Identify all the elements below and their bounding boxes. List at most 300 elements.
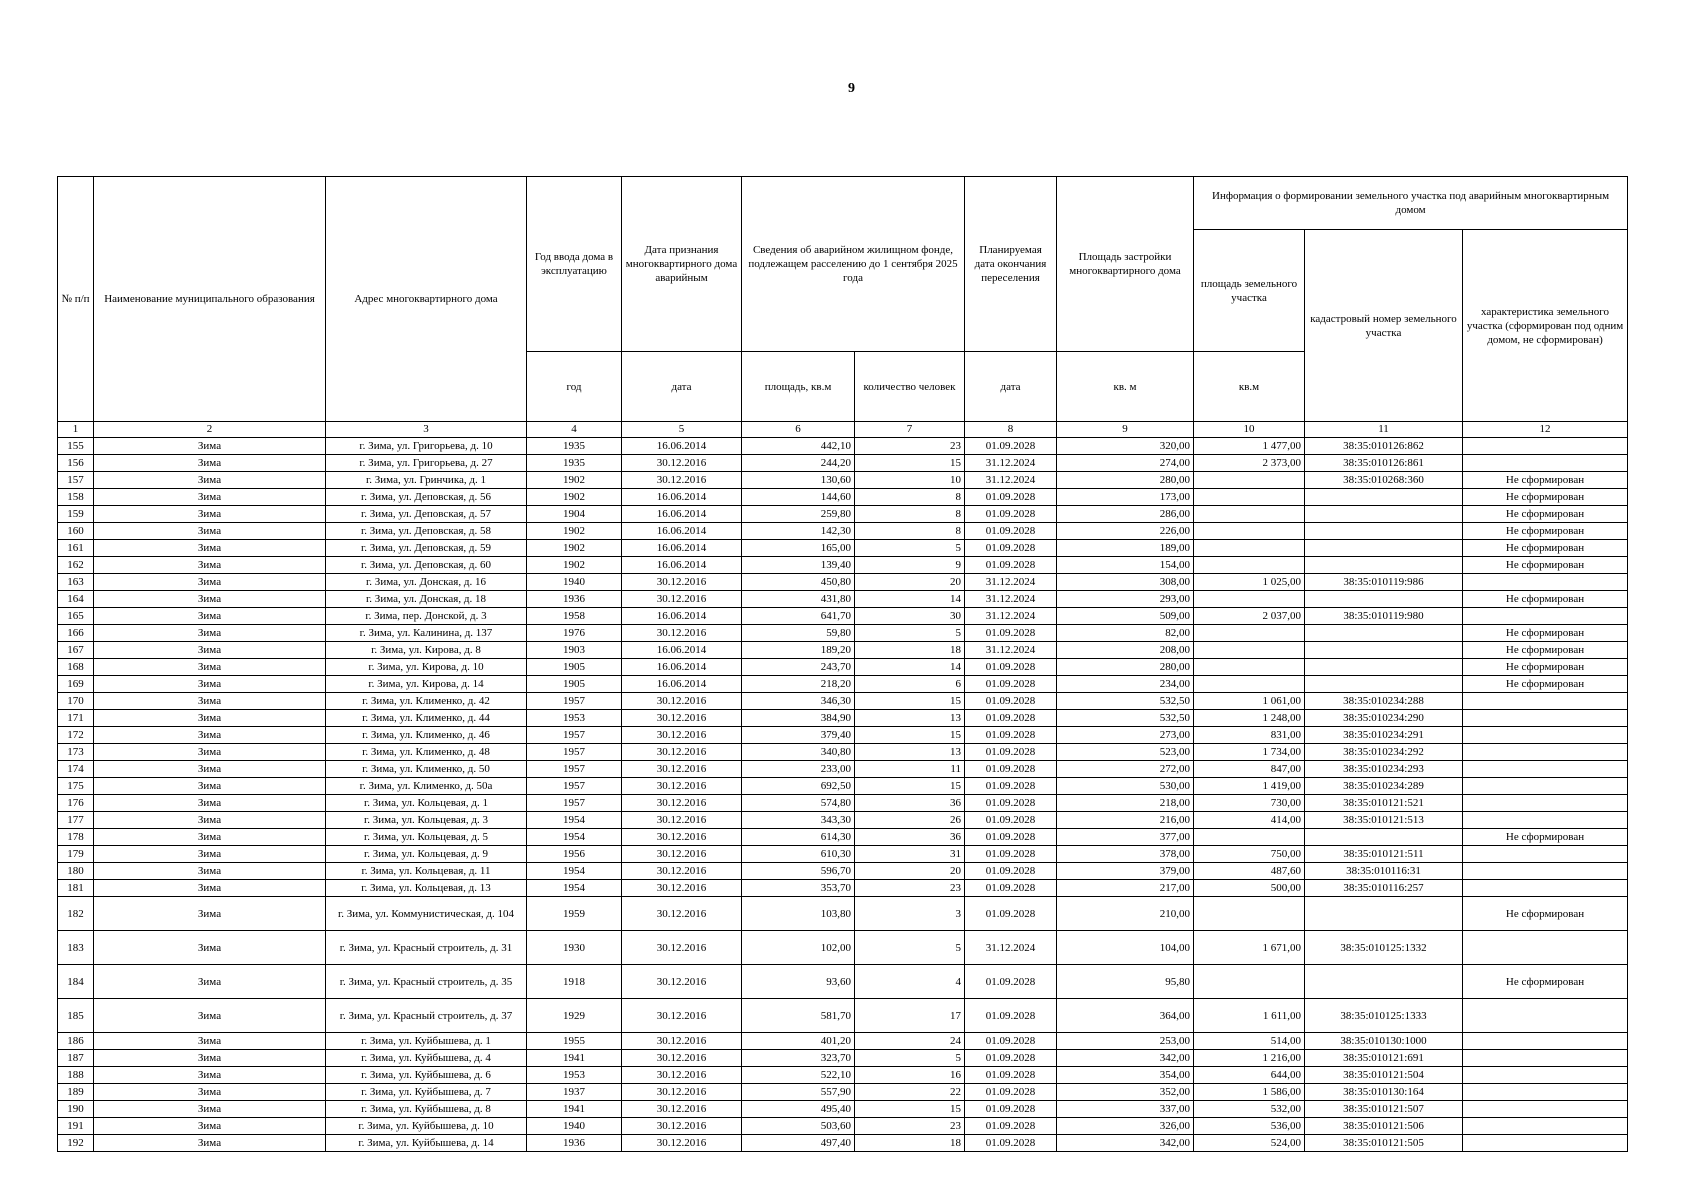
recognition-date-cell: 30.12.2016 xyxy=(622,574,742,591)
people-count-cell: 20 xyxy=(855,574,965,591)
municipality-cell: Зима xyxy=(94,574,326,591)
municipality-cell: Зима xyxy=(94,880,326,897)
municipality-cell: Зима xyxy=(94,676,326,693)
cadastral-number-cell: 38:35:010234:293 xyxy=(1305,761,1463,778)
building-area-cell: 253,00 xyxy=(1057,1033,1194,1050)
year-cell: 1953 xyxy=(527,710,622,727)
row-number: 179 xyxy=(58,846,94,863)
table-row xyxy=(58,965,1628,999)
land-status-cell xyxy=(1463,727,1628,744)
year-cell: 1905 xyxy=(527,659,622,676)
land-status-cell xyxy=(1463,710,1628,727)
table-row xyxy=(58,897,1628,931)
address-cell: г. Зима, ул. Григорьева, д. 27 xyxy=(326,455,527,472)
address-cell: г. Зима, ул. Куйбышева, д. 14 xyxy=(326,1135,527,1152)
municipality-cell: Зима xyxy=(94,472,326,489)
table-row xyxy=(58,761,1628,778)
recognition-date-cell: 30.12.2016 xyxy=(622,965,742,999)
land-status-cell xyxy=(1463,744,1628,761)
land-status-cell xyxy=(1463,1084,1628,1101)
address-cell: г. Зима, ул. Деповская, д. 59 xyxy=(326,540,527,557)
area-cell: 503,60 xyxy=(742,1118,855,1135)
recognition-date-cell: 30.12.2016 xyxy=(622,625,742,642)
planned-date-cell: 01.09.2028 xyxy=(965,625,1057,642)
recognition-date-cell: 30.12.2016 xyxy=(622,727,742,744)
row-number: 191 xyxy=(58,1118,94,1135)
municipality-cell: Зима xyxy=(94,693,326,710)
building-area-cell: 104,00 xyxy=(1057,931,1194,965)
building-area-cell: 378,00 xyxy=(1057,846,1194,863)
recognition-date-cell: 30.12.2016 xyxy=(622,999,742,1033)
building-area-cell: 82,00 xyxy=(1057,625,1194,642)
address-cell: г. Зима, ул. Клименко, д. 44 xyxy=(326,710,527,727)
area-cell: 401,20 xyxy=(742,1033,855,1050)
subheader-sqm: кв. м xyxy=(1057,352,1194,422)
table-row xyxy=(58,812,1628,829)
land-area-cell: 1 216,00 xyxy=(1194,1050,1305,1067)
people-count-cell: 13 xyxy=(855,744,965,761)
year-cell: 1936 xyxy=(527,1135,622,1152)
row-number: 176 xyxy=(58,795,94,812)
row-number: 171 xyxy=(58,710,94,727)
land-area-cell xyxy=(1194,591,1305,608)
land-area-cell: 414,00 xyxy=(1194,812,1305,829)
table-row xyxy=(58,863,1628,880)
recognition-date-cell: 30.12.2016 xyxy=(622,1050,742,1067)
land-area-cell: 750,00 xyxy=(1194,846,1305,863)
people-count-cell: 13 xyxy=(855,710,965,727)
municipality-cell: Зима xyxy=(94,931,326,965)
area-cell: 93,60 xyxy=(742,965,855,999)
building-area-cell: 377,00 xyxy=(1057,829,1194,846)
people-count-cell: 15 xyxy=(855,455,965,472)
table-row xyxy=(58,642,1628,659)
recognition-date-cell: 30.12.2016 xyxy=(622,897,742,931)
recognition-date-cell: 30.12.2016 xyxy=(622,761,742,778)
table-row xyxy=(58,574,1628,591)
address-cell: г. Зима, ул. Григорьева, д. 10 xyxy=(326,438,527,455)
table-row xyxy=(58,1101,1628,1118)
land-area-cell xyxy=(1194,625,1305,642)
area-cell: 522,10 xyxy=(742,1067,855,1084)
land-area-cell xyxy=(1194,540,1305,557)
recognition-date-cell: 16.06.2014 xyxy=(622,659,742,676)
land-status-cell xyxy=(1463,1067,1628,1084)
area-cell: 692,50 xyxy=(742,778,855,795)
people-count-cell: 23 xyxy=(855,438,965,455)
people-count-cell: 5 xyxy=(855,540,965,557)
year-cell: 1957 xyxy=(527,761,622,778)
municipality-cell: Зима xyxy=(94,438,326,455)
table-row xyxy=(58,999,1628,1033)
planned-date-cell: 01.09.2028 xyxy=(965,1101,1057,1118)
cadastral-number-cell: 38:35:010234:292 xyxy=(1305,744,1463,761)
land-area-cell: 1 061,00 xyxy=(1194,693,1305,710)
land-status-cell xyxy=(1463,880,1628,897)
recognition-date-cell: 30.12.2016 xyxy=(622,863,742,880)
land-status-cell xyxy=(1463,778,1628,795)
header-address: Адрес многоквартирного дома xyxy=(326,177,527,422)
building-area-cell: 364,00 xyxy=(1057,999,1194,1033)
table-row xyxy=(58,727,1628,744)
year-cell: 1936 xyxy=(527,591,622,608)
people-count-cell: 17 xyxy=(855,999,965,1033)
building-area-cell: 530,00 xyxy=(1057,778,1194,795)
table-row xyxy=(58,795,1628,812)
cadastral-number-cell xyxy=(1305,642,1463,659)
area-cell: 144,60 xyxy=(742,489,855,506)
planned-date-cell: 31.12.2024 xyxy=(965,591,1057,608)
municipality-cell: Зима xyxy=(94,1067,326,1084)
planned-date-cell: 01.09.2028 xyxy=(965,438,1057,455)
address-cell: г. Зима, ул. Куйбышева, д. 1 xyxy=(326,1033,527,1050)
planned-date-cell: 31.12.2024 xyxy=(965,642,1057,659)
people-count-cell: 16 xyxy=(855,1067,965,1084)
cadastral-number-cell: 38:35:010121:691 xyxy=(1305,1050,1463,1067)
table-row xyxy=(58,1118,1628,1135)
row-number: 188 xyxy=(58,1067,94,1084)
planned-date-cell: 01.09.2028 xyxy=(965,489,1057,506)
area-cell: 59,80 xyxy=(742,625,855,642)
area-cell: 610,30 xyxy=(742,846,855,863)
row-number: 189 xyxy=(58,1084,94,1101)
municipality-cell: Зима xyxy=(94,727,326,744)
people-count-cell: 14 xyxy=(855,591,965,608)
header-land-plot-group: Информация о формировании земельного участка под аварийным многоквартирным домом xyxy=(1194,177,1628,230)
year-cell: 1935 xyxy=(527,455,622,472)
people-count-cell: 36 xyxy=(855,795,965,812)
recognition-date-cell: 30.12.2016 xyxy=(622,931,742,965)
recognition-date-cell: 30.12.2016 xyxy=(622,880,742,897)
row-number: 162 xyxy=(58,557,94,574)
year-cell: 1957 xyxy=(527,744,622,761)
land-status-cell: Не сформирован xyxy=(1463,540,1628,557)
area-cell: 596,70 xyxy=(742,863,855,880)
people-count-cell: 8 xyxy=(855,523,965,540)
year-cell: 1957 xyxy=(527,778,622,795)
year-cell: 1959 xyxy=(527,897,622,931)
address-cell: г. Зима, ул. Деповская, д. 60 xyxy=(326,557,527,574)
year-cell: 1902 xyxy=(527,557,622,574)
land-area-cell: 514,00 xyxy=(1194,1033,1305,1050)
row-number: 181 xyxy=(58,880,94,897)
building-area-cell: 532,50 xyxy=(1057,693,1194,710)
municipality-cell: Зима xyxy=(94,965,326,999)
cadastral-number-cell: 38:35:010130:1000 xyxy=(1305,1033,1463,1050)
header-land-area: площадь земельного участка xyxy=(1194,230,1305,352)
recognition-date-cell: 30.12.2016 xyxy=(622,591,742,608)
address-cell: г. Зима, ул. Куйбышева, д. 6 xyxy=(326,1067,527,1084)
recognition-date-cell: 16.06.2014 xyxy=(622,489,742,506)
recognition-date-cell: 30.12.2016 xyxy=(622,778,742,795)
municipality-cell: Зима xyxy=(94,1084,326,1101)
municipality-cell: Зима xyxy=(94,1050,326,1067)
land-status-cell xyxy=(1463,812,1628,829)
land-area-cell xyxy=(1194,659,1305,676)
recognition-date-cell: 30.12.2016 xyxy=(622,472,742,489)
address-cell: г. Зима, ул. Коммунистическая, д. 104 xyxy=(326,897,527,931)
address-cell: г. Зима, ул. Донская, д. 18 xyxy=(326,591,527,608)
address-cell: г. Зима, ул. Куйбышева, д. 7 xyxy=(326,1084,527,1101)
cadastral-number-cell: 38:35:010125:1332 xyxy=(1305,931,1463,965)
land-area-cell: 2 037,00 xyxy=(1194,608,1305,625)
land-status-cell xyxy=(1463,846,1628,863)
column-number: 3 xyxy=(326,422,527,438)
municipality-cell: Зима xyxy=(94,506,326,523)
recognition-date-cell: 16.06.2014 xyxy=(622,540,742,557)
column-number-row xyxy=(58,422,1628,438)
area-cell: 581,70 xyxy=(742,999,855,1033)
row-number: 158 xyxy=(58,489,94,506)
cadastral-number-cell: 38:35:010119:980 xyxy=(1305,608,1463,625)
cadastral-number-cell xyxy=(1305,489,1463,506)
year-cell: 1958 xyxy=(527,608,622,625)
people-count-cell: 11 xyxy=(855,761,965,778)
planned-date-cell: 01.09.2028 xyxy=(965,965,1057,999)
area-cell: 557,90 xyxy=(742,1084,855,1101)
year-cell: 1976 xyxy=(527,625,622,642)
recognition-date-cell: 30.12.2016 xyxy=(622,812,742,829)
subheader-people: количество человек xyxy=(855,352,965,422)
area-cell: 614,30 xyxy=(742,829,855,846)
land-status-cell: Не сформирован xyxy=(1463,642,1628,659)
year-cell: 1929 xyxy=(527,999,622,1033)
land-status-cell xyxy=(1463,574,1628,591)
table-row xyxy=(58,455,1628,472)
year-cell: 1903 xyxy=(527,642,622,659)
address-cell: г. Зима, ул. Красный строитель, д. 37 xyxy=(326,999,527,1033)
people-count-cell: 24 xyxy=(855,1033,965,1050)
building-area-cell: 154,00 xyxy=(1057,557,1194,574)
municipality-cell: Зима xyxy=(94,1101,326,1118)
cadastral-number-cell xyxy=(1305,591,1463,608)
building-area-cell: 208,00 xyxy=(1057,642,1194,659)
building-area-cell: 273,00 xyxy=(1057,727,1194,744)
land-area-cell xyxy=(1194,506,1305,523)
land-status-cell xyxy=(1463,931,1628,965)
year-cell: 1956 xyxy=(527,846,622,863)
area-cell: 243,70 xyxy=(742,659,855,676)
subheader-plan-date: дата xyxy=(965,352,1057,422)
people-count-cell: 5 xyxy=(855,625,965,642)
row-number: 192 xyxy=(58,1135,94,1152)
area-cell: 343,30 xyxy=(742,812,855,829)
planned-date-cell: 01.09.2028 xyxy=(965,846,1057,863)
year-cell: 1902 xyxy=(527,540,622,557)
address-cell: г. Зима, ул. Красный строитель, д. 31 xyxy=(326,931,527,965)
municipality-cell: Зима xyxy=(94,761,326,778)
planned-date-cell: 31.12.2024 xyxy=(965,574,1057,591)
building-area-cell: 189,00 xyxy=(1057,540,1194,557)
building-area-cell: 293,00 xyxy=(1057,591,1194,608)
municipality-cell: Зима xyxy=(94,744,326,761)
address-cell: г. Зима, ул. Кольцевая, д. 3 xyxy=(326,812,527,829)
address-cell: г. Зима, ул. Деповская, д. 58 xyxy=(326,523,527,540)
row-number: 169 xyxy=(58,676,94,693)
land-status-cell xyxy=(1463,1033,1628,1050)
column-number: 12 xyxy=(1463,422,1628,438)
address-cell: г. Зима, ул. Клименко, д. 46 xyxy=(326,727,527,744)
area-cell: 103,80 xyxy=(742,897,855,931)
row-number: 157 xyxy=(58,472,94,489)
table-row xyxy=(58,659,1628,676)
planned-date-cell: 01.09.2028 xyxy=(965,812,1057,829)
row-number: 173 xyxy=(58,744,94,761)
land-status-cell xyxy=(1463,438,1628,455)
year-cell: 1954 xyxy=(527,863,622,880)
area-cell: 442,10 xyxy=(742,438,855,455)
planned-date-cell: 01.09.2028 xyxy=(965,1084,1057,1101)
planned-date-cell: 01.09.2028 xyxy=(965,761,1057,778)
land-status-cell xyxy=(1463,455,1628,472)
area-cell: 641,70 xyxy=(742,608,855,625)
address-cell: г. Зима, ул. Куйбышева, д. 10 xyxy=(326,1118,527,1135)
building-area-cell: 342,00 xyxy=(1057,1135,1194,1152)
building-area-cell: 352,00 xyxy=(1057,1084,1194,1101)
cadastral-number-cell: 38:35:010268:360 xyxy=(1305,472,1463,489)
year-cell: 1904 xyxy=(527,506,622,523)
cadastral-number-cell xyxy=(1305,965,1463,999)
land-status-cell xyxy=(1463,1135,1628,1152)
land-status-cell: Не сформирован xyxy=(1463,625,1628,642)
cadastral-number-cell xyxy=(1305,897,1463,931)
address-cell: г. Зима, ул. Деповская, д. 57 xyxy=(326,506,527,523)
cadastral-number-cell xyxy=(1305,540,1463,557)
planned-date-cell: 01.09.2028 xyxy=(965,1067,1057,1084)
area-cell: 189,20 xyxy=(742,642,855,659)
year-cell: 1902 xyxy=(527,523,622,540)
planned-date-cell: 01.09.2028 xyxy=(965,557,1057,574)
planned-date-cell: 01.09.2028 xyxy=(965,829,1057,846)
building-area-cell: 274,00 xyxy=(1057,455,1194,472)
column-number: 8 xyxy=(965,422,1057,438)
header-emergency-fund: Сведения об аварийном жилищном фонде, подлежащем расселению до 1 сентября 2025 года xyxy=(742,177,965,352)
cadastral-number-cell: 38:35:010121:504 xyxy=(1305,1067,1463,1084)
people-count-cell: 14 xyxy=(855,659,965,676)
building-area-cell: 286,00 xyxy=(1057,506,1194,523)
cadastral-number-cell: 38:35:010119:986 xyxy=(1305,574,1463,591)
land-area-cell: 1 248,00 xyxy=(1194,710,1305,727)
people-count-cell: 15 xyxy=(855,1101,965,1118)
land-status-cell xyxy=(1463,1101,1628,1118)
people-count-cell: 5 xyxy=(855,931,965,965)
recognition-date-cell: 30.12.2016 xyxy=(622,455,742,472)
table-row xyxy=(58,1067,1628,1084)
year-cell: 1937 xyxy=(527,1084,622,1101)
land-status-cell xyxy=(1463,863,1628,880)
planned-date-cell: 31.12.2024 xyxy=(965,931,1057,965)
planned-date-cell: 01.09.2028 xyxy=(965,897,1057,931)
table-row xyxy=(58,931,1628,965)
people-count-cell: 10 xyxy=(855,472,965,489)
year-cell: 1905 xyxy=(527,676,622,693)
land-status-cell xyxy=(1463,1050,1628,1067)
address-cell: г. Зима, ул. Кирова, д. 14 xyxy=(326,676,527,693)
row-number: 180 xyxy=(58,863,94,880)
land-status-cell: Не сформирован xyxy=(1463,523,1628,540)
area-cell: 495,40 xyxy=(742,1101,855,1118)
area-cell: 384,90 xyxy=(742,710,855,727)
header-municipality: Наименование муниципального образования xyxy=(94,177,326,422)
land-area-cell xyxy=(1194,557,1305,574)
land-status-cell: Не сформирован xyxy=(1463,557,1628,574)
land-area-cell xyxy=(1194,523,1305,540)
address-cell: г. Зима, ул. Донская, д. 16 xyxy=(326,574,527,591)
land-area-cell xyxy=(1194,829,1305,846)
cadastral-number-cell xyxy=(1305,625,1463,642)
people-count-cell: 18 xyxy=(855,642,965,659)
cadastral-number-cell: 38:35:010116:31 xyxy=(1305,863,1463,880)
cadastral-number-cell xyxy=(1305,506,1463,523)
land-area-cell: 532,00 xyxy=(1194,1101,1305,1118)
land-area-cell: 1 611,00 xyxy=(1194,999,1305,1033)
row-number: 167 xyxy=(58,642,94,659)
planned-date-cell: 01.09.2028 xyxy=(965,880,1057,897)
land-area-cell: 644,00 xyxy=(1194,1067,1305,1084)
municipality-cell: Зима xyxy=(94,608,326,625)
year-cell: 1954 xyxy=(527,880,622,897)
area-cell: 497,40 xyxy=(742,1135,855,1152)
building-area-cell: 326,00 xyxy=(1057,1118,1194,1135)
cadastral-number-cell: 38:35:010121:513 xyxy=(1305,812,1463,829)
address-cell: г. Зима, ул. Красный строитель, д. 35 xyxy=(326,965,527,999)
recognition-date-cell: 16.06.2014 xyxy=(622,557,742,574)
table-row xyxy=(58,1084,1628,1101)
cadastral-number-cell: 38:35:010125:1333 xyxy=(1305,999,1463,1033)
year-cell: 1930 xyxy=(527,931,622,965)
land-status-cell: Не сформирован xyxy=(1463,829,1628,846)
building-area-cell: 217,00 xyxy=(1057,880,1194,897)
area-cell: 379,40 xyxy=(742,727,855,744)
cadastral-number-cell: 38:35:010130:164 xyxy=(1305,1084,1463,1101)
area-cell: 450,80 xyxy=(742,574,855,591)
land-area-cell: 847,00 xyxy=(1194,761,1305,778)
municipality-cell: Зима xyxy=(94,812,326,829)
column-number: 7 xyxy=(855,422,965,438)
year-cell: 1935 xyxy=(527,438,622,455)
land-status-cell: Не сформирован xyxy=(1463,591,1628,608)
row-number: 166 xyxy=(58,625,94,642)
subheader-area: площадь, кв.м xyxy=(742,352,855,422)
table-row xyxy=(58,472,1628,489)
table-row xyxy=(58,540,1628,557)
table-row xyxy=(58,438,1628,455)
recognition-date-cell: 30.12.2016 xyxy=(622,744,742,761)
planned-date-cell: 01.09.2028 xyxy=(965,778,1057,795)
municipality-cell: Зима xyxy=(94,778,326,795)
building-area-cell: 218,00 xyxy=(1057,795,1194,812)
cadastral-number-cell: 38:35:010116:257 xyxy=(1305,880,1463,897)
cadastral-number-cell xyxy=(1305,557,1463,574)
row-number: 183 xyxy=(58,931,94,965)
table-row xyxy=(58,846,1628,863)
address-cell: г. Зима, ул. Куйбышева, д. 4 xyxy=(326,1050,527,1067)
people-count-cell: 4 xyxy=(855,965,965,999)
column-number: 1 xyxy=(58,422,94,438)
recognition-date-cell: 16.06.2014 xyxy=(622,642,742,659)
table-row xyxy=(58,1033,1628,1050)
address-cell: г. Зима, ул. Калинина, д. 137 xyxy=(326,625,527,642)
subheader-land-sqm: кв.м xyxy=(1194,352,1305,422)
year-cell: 1940 xyxy=(527,574,622,591)
municipality-cell: Зима xyxy=(94,1118,326,1135)
land-status-cell xyxy=(1463,999,1628,1033)
planned-date-cell: 01.09.2028 xyxy=(965,676,1057,693)
municipality-cell: Зима xyxy=(94,455,326,472)
land-area-cell xyxy=(1194,897,1305,931)
municipality-cell: Зима xyxy=(94,591,326,608)
cadastral-number-cell: 38:35:010121:521 xyxy=(1305,795,1463,812)
